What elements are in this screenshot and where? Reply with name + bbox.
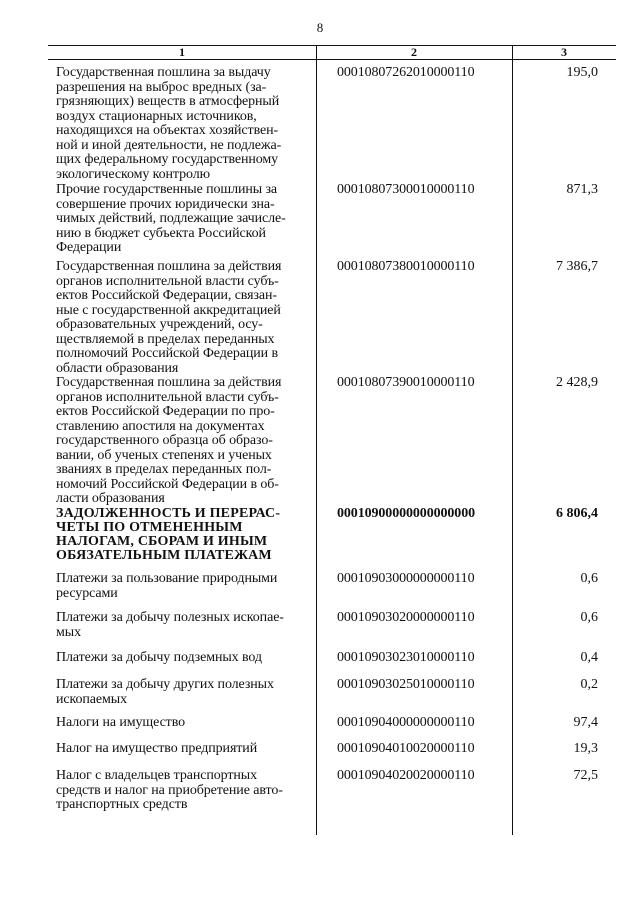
row-code: 00010900000000000000 xyxy=(337,506,476,521)
row-code: 00010807390010000110 xyxy=(337,375,475,390)
row-code: 00010903000000000110 xyxy=(337,571,475,586)
row-name: Платежи за пользование природными ресурсами xyxy=(56,571,278,601)
column-header-1: 1 xyxy=(179,45,185,59)
row-amount: 2 428,9 xyxy=(556,375,598,390)
header-bottom-rule xyxy=(48,59,616,60)
row-amount: 0,6 xyxy=(580,610,598,625)
row-amount: 6 806,4 xyxy=(556,506,598,521)
page-number: 8 xyxy=(316,20,324,35)
row-name: Прочие государственные пошлины за совершение прочих юридически зна- чимых действий, подлежащие зачисле- нию в бюджет субъекта Российской Федерации xyxy=(56,182,286,255)
column-header-2: 2 xyxy=(411,45,417,59)
row-code: 00010904020020000110 xyxy=(337,768,475,783)
row-name: Налог с владельцев транспортных средств и налог на приобретение авто- транспортных средств xyxy=(56,768,283,812)
row-amount: 97,4 xyxy=(573,715,598,730)
row-amount: 195,0 xyxy=(566,65,598,80)
row-amount: 7 386,7 xyxy=(556,259,598,274)
row-name: Государственная пошлина за действия органов исполнительной власти субъ- ектов Российской Федерации по про- ставлению апостиля на документах государственного образца об образо- вании, об ученых степенях и ученых званиях в пределах переданных пол- номочий Российской Федерации в об- ласти образования xyxy=(56,375,282,506)
row-name: Государственная пошлина за действия органов исполнительной власти субъ- ектов Российской Федерации, связан- ные с государственной аккредитацией образовательных учреждений, осу- ществляемой в пределах переданных полномочий Российской Федерации в области образования xyxy=(56,259,282,376)
budget-table xyxy=(48,45,616,835)
row-name: Платежи за добычу других полезных ископаемых xyxy=(56,677,274,707)
row-amount: 0,2 xyxy=(580,677,598,692)
row-code: 00010904000000000110 xyxy=(337,715,475,730)
row-amount: 0,4 xyxy=(580,650,598,665)
row-amount: 19,3 xyxy=(573,741,598,756)
column-divider xyxy=(316,45,317,835)
row-code: 00010807380010000110 xyxy=(337,259,475,274)
row-code: 00010904010020000110 xyxy=(337,741,475,756)
column-header-3: 3 xyxy=(561,45,567,59)
row-code: 00010903020000000110 xyxy=(337,610,475,625)
row-amount: 871,3 xyxy=(566,182,598,197)
row-amount: 0,6 xyxy=(580,571,598,586)
row-code: 00010807262010000110 xyxy=(337,65,475,80)
row-name: Платежи за добычу полезных ископае- мых xyxy=(56,610,284,640)
row-name: Платежи за добычу подземных вод xyxy=(56,650,262,665)
row-name: Налоги на имущество xyxy=(56,715,186,730)
row-name: Налог на имущество предприятий xyxy=(56,741,258,756)
row-code: 00010903025010000110 xyxy=(337,677,475,692)
row-code: 00010903023010000110 xyxy=(337,650,475,665)
row-amount: 72,5 xyxy=(573,768,598,783)
section-title: ЗАДОЛЖЕННОСТЬ И ПЕРЕРАС- ЧЕТЫ ПО ОТМЕНЕННЫМ НАЛОГАМ, СБОРАМ И ИНЫМ ОБЯЗАТЕЛЬНЫМ ПЛАТЕЖАМ xyxy=(56,506,281,563)
row-code: 00010807300010000110 xyxy=(337,182,475,197)
row-name: Государственная пошлина за выдачу разрешения на выброс вредных (за- грязняющих) веществ в атмосферный воздух стационарных источников, находящихся на объектах хозяйствен- ной и иной деятельности, не подлежа- щих федеральному государственному экологическому контролю xyxy=(56,65,282,182)
